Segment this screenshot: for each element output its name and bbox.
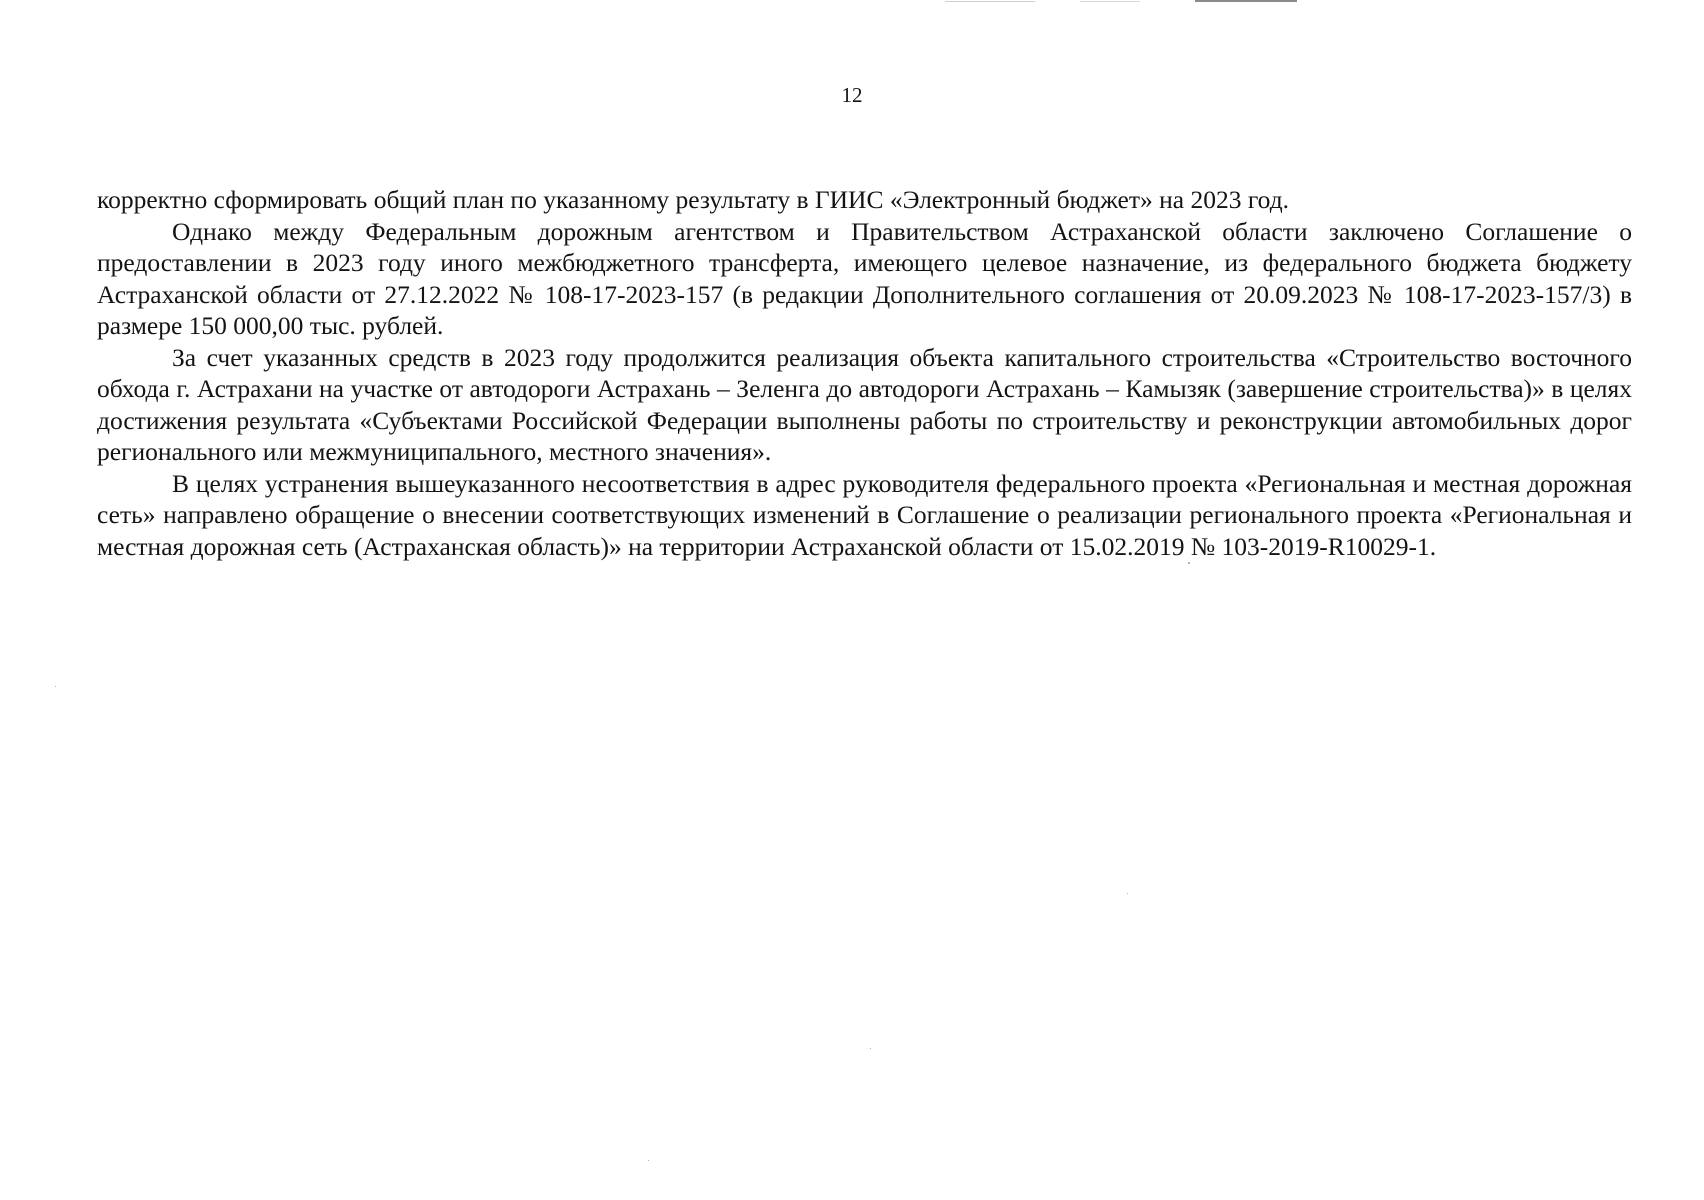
scan-mark: [1195, 0, 1297, 2]
scan-edge-artifact: [945, 0, 1297, 3]
page-number: 12: [841, 83, 863, 107]
paragraph: За счет указанных средств в 2023 году продолжится реализация объекта капитального строительства «Строительство восточного обхода г. Астрахани на участке от автодороги Астрахань – Зеленга до автодороги Астрахань – Камызяк (завершение строительства)» в целях достижения результата «Субъектами Российской Федерации выполнены работы по строительству и реконструкции автомобильных дорог регионального или межмуниципального, местного значения».: [97, 342, 1632, 466]
scan-mark: [1080, 1, 1140, 2]
paragraph-continuation: корректно сформировать общий план по указанному результату в ГИИС «Электронный бюджет» на 2023 год.: [97, 185, 1290, 214]
scan-speck: [55, 686, 56, 687]
scan-speck: [1188, 562, 1190, 564]
scan-mark: [945, 1, 1035, 2]
paragraph: Однако между Федеральным дорожным агентством и Правительством Астраханской области заключено Соглашение о предоставлении в 2023 году иного межбюджетного трансферта, имеющего целевое назначение, из федерального бюджета бюджету Астраханской области от 27.12.2022 № 108-17-2023-157 (в редакции Дополнительного соглашения от 20.09.2023 № 108-17-2023-157/3) в размере 150 000,00 тыс. рублей.: [97, 216, 1632, 340]
scan-speck: [648, 1160, 649, 1161]
scan-speck: [870, 1048, 871, 1049]
paragraph: В целях устранения вышеуказанного несоответствия в адрес руководителя федерального проекта «Региональная и местная дорожная сеть» направлено обращение о внесении соответствующих изменений в Соглашение о реализации регионального проекта «Региональная и местная дорожная сеть (Астраханская область)» на территории Астраханской области от 15.02.2019 № 103-2019-R10029-1.: [97, 468, 1632, 561]
scan-speck: [1127, 893, 1128, 894]
document-body: [97, 184, 1632, 562]
